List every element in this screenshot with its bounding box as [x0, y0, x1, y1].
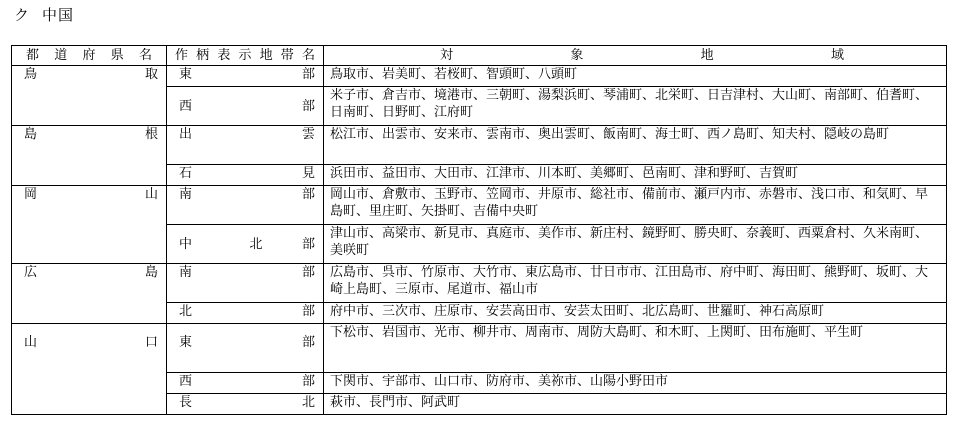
band-cell: 南 部 — [167, 264, 324, 303]
prefecture-cell: 岡 山 — [12, 186, 167, 264]
table-row — [12, 186, 947, 225]
prefecture-cell: 鳥 取 — [12, 66, 167, 126]
prefecture-cell: 島 根 — [12, 126, 167, 186]
band-cell: 石 見 — [167, 165, 324, 186]
area-cell: 鳥取市、岩美町、若桜町、智頭町、八頭町 — [324, 66, 947, 87]
area-cell: 下関市、宇部市、山口市、防府市、美祢市、山陽小野田市 — [324, 373, 947, 394]
band-cell: 中 北 部 — [167, 225, 324, 264]
table-row — [12, 264, 947, 303]
band-cell: 東 部 — [167, 66, 324, 87]
area-cell: 岡山市、倉敷市、玉野市、笠岡市、井原市、総社市、備前市、瀬戸内市、赤磐市、浅口市、和気町、早島町、里庄町、矢掛町、吉備中央町 — [324, 186, 947, 225]
area-cell: 津山市、高梁市、新見市、真庭市、美作市、新庄村、鏡野町、勝央町、奈義町、西粟倉村、久米南町、美咲町 — [324, 225, 947, 264]
area-cell: 松江市、出雲市、安来市、雲南市、奥出雲町、飯南町、海士町、西ノ島町、知夫村、隠岐の島町 — [324, 126, 947, 165]
area-cell: 浜田市、益田市、大田市、江津市、川本町、美郷町、邑南町、津和野町、吉賀町 — [324, 165, 947, 186]
header-band: 作 柄 表 示 地 帯 名 — [167, 46, 324, 66]
prefecture-cell: 広 島 — [12, 264, 167, 324]
area-cell: 下松市、岩国市、光市、柳井市、周南市、周防大島町、和木町、上関町、田布施町、平生町 — [324, 324, 947, 373]
table-row — [12, 126, 947, 165]
band-cell: 北 部 — [167, 303, 324, 324]
band-cell: 南 部 — [167, 186, 324, 225]
area-cell: 萩市、長門市、阿武町 — [324, 394, 947, 415]
prefecture-cell: 山 口 — [12, 324, 167, 415]
table-row — [12, 324, 947, 373]
section-mark: ク — [14, 6, 31, 24]
region-table — [11, 45, 947, 415]
header-prefecture: 都 道 府 県 名 — [12, 46, 167, 66]
band-cell: 東 部 — [167, 324, 324, 373]
table-row — [12, 66, 947, 87]
area-cell: 米子市、倉吉市、境港市、三朝町、湯梨浜町、琴浦町、北栄町、日吉津村、大山町、南部町、伯耆町、日南町、日野町、江府町 — [324, 87, 947, 126]
area-cell: 広島市、呉市、竹原市、大竹市、東広島市、廿日市市、江田島市、府中町、海田町、熊野町、坂町、大崎上島町、三原市、尾道市、福山市 — [324, 264, 947, 303]
band-cell: 出 雲 — [167, 126, 324, 165]
area-cell: 府中市、三次市、庄原市、安芸高田市、安芸太田町、北広島町、世羅町、神石高原町 — [324, 303, 947, 324]
band-cell: 西 部 — [167, 87, 324, 126]
header-area: 対 象 地 域 — [324, 46, 947, 66]
header-row — [12, 46, 947, 66]
band-cell: 西 部 — [167, 373, 324, 394]
section-heading — [14, 6, 74, 24]
section-title: 中国 — [42, 6, 75, 24]
band-cell: 長 北 — [167, 394, 324, 415]
